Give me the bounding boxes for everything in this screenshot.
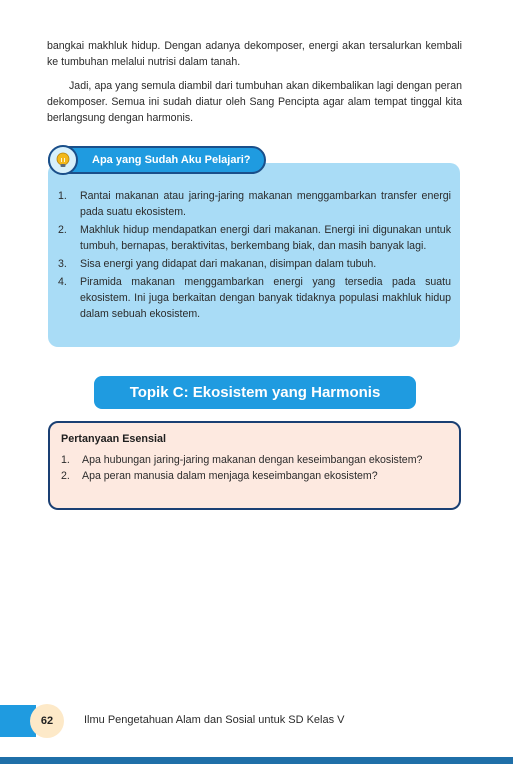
list-item: 1. Rantai makanan atau jaring-jaring makanan menggambarkan transfer energi pada suatu ekosistem. xyxy=(58,190,451,218)
lightbulb-icon xyxy=(48,145,78,175)
list-item: 2. Makhluk hidup mendapatkan energi dari makanan. Energi ini digunakan untuk tumbuh, bernapas, beraktivitas, berkembang biak, dan masih banyak lagi. xyxy=(58,224,451,252)
summary-heading-tab xyxy=(48,146,266,174)
intro-paragraph-1: bangkai makhluk hidup. Dengan adanya dekomposer, energi akan tersalurkan kembali ke tumbuhan melalui nutrisi dalam tanah. xyxy=(47,40,462,68)
list-item: 3. Sisa energi yang didapat dari makanan, disimpan dalam tubuh. xyxy=(58,258,377,270)
footer-book-title: Ilmu Pengetahuan Alam dan Sosial untuk SD Kelas V xyxy=(84,714,345,726)
essential-list xyxy=(61,452,449,484)
list-item: 4. Piramida makanan menggambarkan energi yang tersedia pada suatu ekosistem. Ini juga berkaitan dengan banyak tidaknya populasi makhluk hidup dalam sebuah ekosistem. xyxy=(58,276,451,320)
list-item: 2. Apa peran manusia dalam menjaga keseimbangan ekosistem? xyxy=(61,470,378,482)
page-number: 62 xyxy=(30,704,64,738)
list-item: 1. Apa hubungan jaring-jaring makanan dengan keseimbangan ekosistem? xyxy=(61,454,423,466)
summary-box xyxy=(48,163,460,347)
essential-questions-box xyxy=(48,421,461,510)
bottom-strip xyxy=(0,757,513,764)
topic-heading: Topik C: Ekosistem yang Harmonis xyxy=(94,376,416,409)
summary-title: Apa yang Sudah Aku Pelajari? xyxy=(92,154,251,166)
summary-list xyxy=(58,188,451,324)
intro-paragraph-2: Jadi, apa yang semula diambil dari tumbuhan akan dikembalikan lagi dengan peran dekomposer. Semua ini sudah diatur oleh Sang Pencipta agar alam tempat tinggal kita berlangsung dengan harmonis. xyxy=(47,80,462,124)
intro-text xyxy=(47,38,462,134)
essential-title: Pertanyaan Esensial xyxy=(61,433,167,445)
